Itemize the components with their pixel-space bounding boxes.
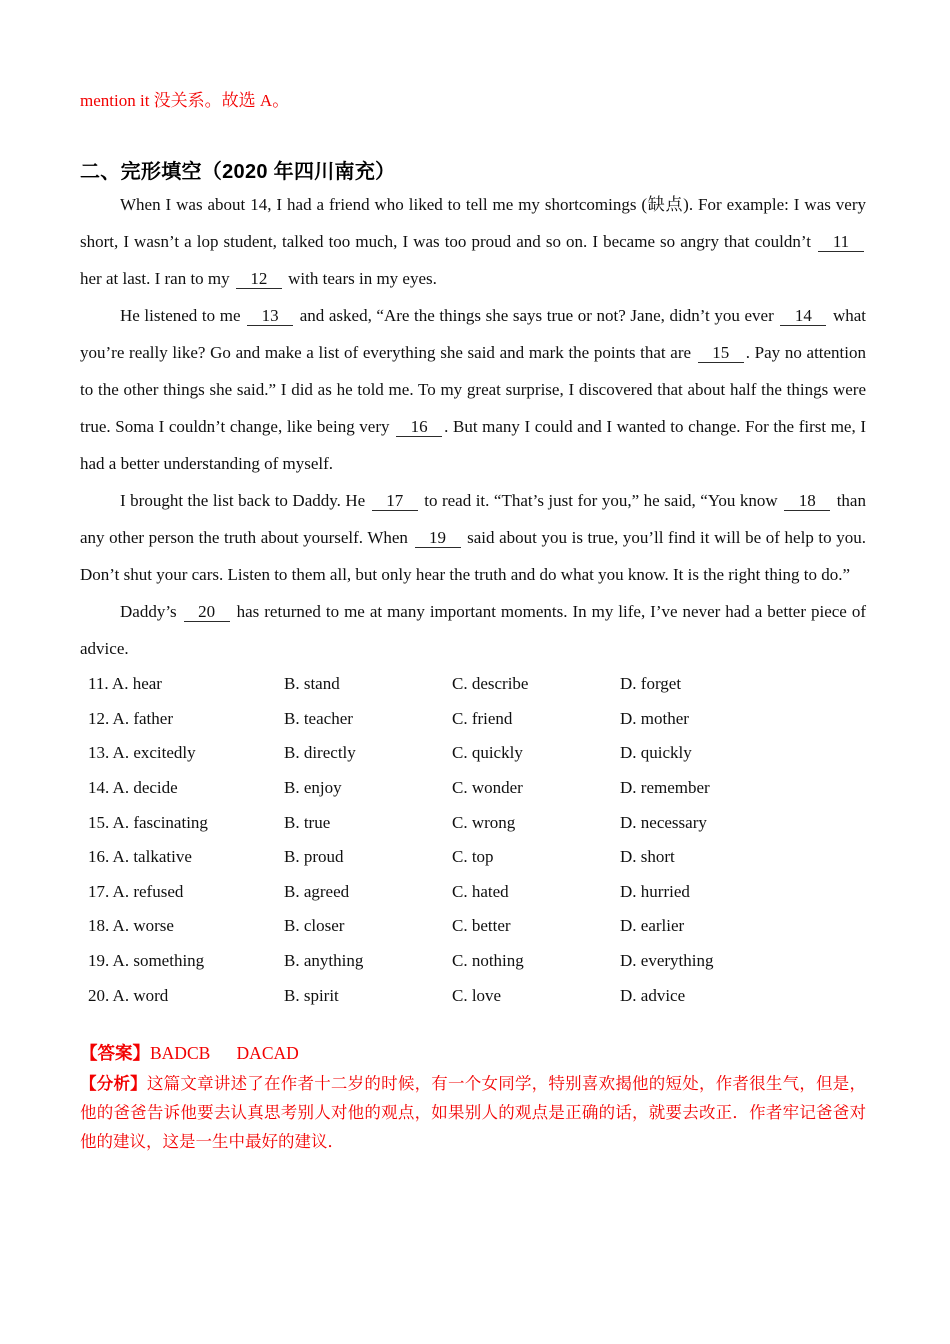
answer-value: BADCB DACAD (150, 1042, 299, 1063)
cloze-blank-19: 19 (415, 528, 461, 548)
option-cell: B. closer (284, 916, 345, 936)
cloze-blank-16: 16 (396, 417, 442, 437)
options-table (80, 667, 866, 1013)
option-row (80, 944, 866, 979)
option-cell: 16. A. talkative (88, 847, 192, 867)
option-row (80, 840, 866, 875)
option-cell: B. proud (284, 847, 344, 867)
previous-answer-note: mention it 没关系。故选 A。 (80, 91, 290, 110)
option-cell: C. describe (452, 674, 529, 694)
cloze-blank-15: 15 (698, 343, 744, 363)
option-cell: 20. A. word (88, 985, 169, 1005)
answer-line (80, 1041, 866, 1065)
option-cell: B. anything (284, 951, 364, 971)
option-cell: C. wonder (452, 778, 523, 798)
cloze-blank-14: 14 (780, 306, 826, 326)
cloze-blank-17: 17 (372, 491, 418, 511)
option-cell: B. true (284, 812, 331, 832)
cloze-blank-13: 13 (247, 306, 293, 326)
option-cell: 14. A. decide (88, 778, 178, 798)
option-cell: B. directly (284, 743, 356, 763)
analysis-label: 【分析】 (80, 1073, 147, 1093)
passage-paragraph: Daddy’s 20 has returned to me at many important moments. In my life, I’ve never had a better piece of advice. (80, 602, 866, 658)
passage-paragraph: He listened to me 13 and asked, “Are the things she says true or not? Jane, didn’t you ever 14 what you’re really like? Go and make a list of everything she said and mark the points that are 15 . Pay no attention to the other things she said.” I did as he told me. To my great surprise, I discovered that about half the things were true. Soma I couldn’t change, like being very 16 . But many I could and I wanted to change. For the first me, I had a better understanding of myself. (80, 306, 867, 473)
cloze-blank-18: 18 (784, 491, 830, 511)
option-cell: B. spirit (284, 985, 339, 1005)
option-cell: D. short (620, 847, 675, 867)
option-cell: B. teacher (284, 708, 353, 728)
answer-label: 【答案】 (80, 1042, 150, 1063)
passage-paragraph: I brought the list back to Daddy. He 17 to read it. “That’s just for you,” he said, “You know 18 than any other person the truth about yourself. When 19 said about you is true, you’ll find it will be of help to you. Don’t shut your cars. Listen to them all, but only hear the truth and do what you know. It is the right thing to do.” (80, 491, 866, 584)
option-cell: 19. A. something (88, 951, 205, 971)
option-cell: D. earlier (620, 916, 685, 936)
option-cell: 17. A. refused (88, 881, 184, 901)
option-cell: C. nothing (452, 951, 524, 971)
option-cell: C. wrong (452, 812, 516, 832)
option-cell: D. quickly (620, 743, 692, 763)
option-row (80, 736, 866, 771)
section-heading: 二、完形填空（2020 年四川南充） (80, 161, 396, 183)
option-cell: C. love (452, 985, 502, 1005)
option-cell: C. friend (452, 708, 513, 728)
option-cell: 13. A. excitedly (88, 743, 196, 763)
option-cell: 18. A. worse (88, 916, 174, 936)
option-cell: C. quickly (452, 743, 523, 763)
option-cell: D. everything (620, 951, 714, 971)
option-cell: B. stand (284, 674, 340, 694)
option-cell: 15. A. fascinating (88, 812, 208, 832)
option-cell: D. advice (620, 985, 686, 1005)
cloze-blank-12: 12 (236, 269, 282, 289)
passage-paragraph: When I was about 14, I had a friend who liked to tell me my shortcomings (缺点). For example: I was very short, I wasn’t a lop student, talked too much, I was too proud and so on. I became so angry that couldn’t 11 her at last. I ran to my 12 with tears in my eyes. (80, 195, 866, 288)
option-cell: C. better (452, 916, 511, 936)
option-cell: D. hurried (620, 881, 690, 901)
option-row (80, 875, 866, 910)
option-cell: D. forget (620, 674, 682, 694)
option-row (80, 667, 866, 702)
option-cell: 12. A. father (88, 708, 173, 728)
option-row (80, 978, 866, 1013)
cloze-blank-11: 11 (818, 232, 864, 252)
option-row (80, 771, 866, 806)
option-cell: B. agreed (284, 881, 350, 901)
option-cell: D. necessary (620, 812, 707, 832)
option-row (80, 805, 866, 840)
option-cell: B. enjoy (284, 778, 342, 798)
option-row (80, 909, 866, 944)
option-cell: D. mother (620, 708, 689, 728)
analysis-text: 这篇文章讲述了在作者十二岁的时候，有一个女同学，特别喜欢揭他的短处，作者很生气，但是，他的爸爸告诉他要去认真思考别人对他的观点，如果别人的观点是正确的话，就要去改正．作者牢记爸爸对他的建议，这是一生中最好的建议． (80, 1073, 867, 1151)
option-cell: C. hated (452, 881, 509, 901)
option-row (80, 702, 866, 737)
cloze-passage (80, 186, 866, 667)
analysis-line (80, 1069, 866, 1156)
option-cell: C. top (452, 847, 494, 867)
option-cell: D. remember (620, 778, 710, 798)
cloze-blank-20: 20 (184, 602, 230, 622)
option-cell: 11. A. hear (88, 674, 162, 694)
